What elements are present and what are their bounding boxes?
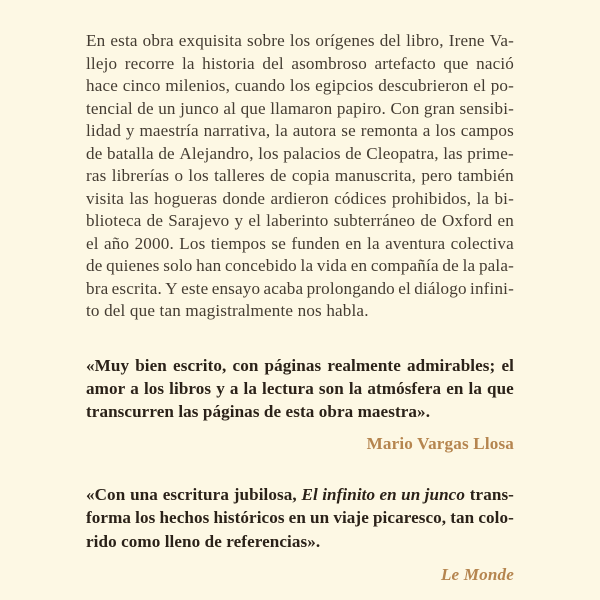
book-blurb-paragraph bbox=[86, 30, 514, 323]
quote-line: amor a los libros y a la lectura son la atmósfera en la que bbox=[86, 378, 514, 398]
spacer bbox=[86, 553, 514, 563]
quote-line: «Muy bien escrito, con páginas realmente admirables; el bbox=[86, 355, 514, 375]
blurb-line: visita las hogueras donde ardieron códices prohibidos, la bi- bbox=[86, 188, 514, 208]
blurb-line: blioteca de Sarajevo y el laberinto subterráneo de Oxford en bbox=[86, 211, 514, 230]
spacer bbox=[86, 423, 514, 432]
quote-line: «Con una escritura jubilosa, El infinito en un junco trans- bbox=[86, 483, 514, 506]
blurb-line: tencial de un junco al que llamaron papiro. Con gran sensibi- bbox=[86, 98, 514, 118]
blurb-line: el año 2000. Los tiempos se funden en la aventura colectiva bbox=[86, 233, 514, 253]
quote-attribution-vargas-llosa: Mario Vargas Llosa bbox=[366, 434, 514, 454]
quote-line: transcurren las páginas de esta obra maestra». bbox=[86, 401, 431, 421]
blurb-line: bra escrita. Y este ensayo acaba prolongando el diálogo infini- bbox=[86, 278, 514, 298]
quote-text-le-monde bbox=[86, 483, 514, 553]
blurb-line: llejo recorre la historia del asombroso artefacto que nació bbox=[86, 53, 514, 73]
blurb-line: lidad y maestría narrativa, la autora se remonta a los campos bbox=[86, 121, 514, 140]
spacer bbox=[86, 323, 514, 354]
blurb-line: de batalla de Alejandro, los palacios de Cleopatra, las prime- bbox=[86, 143, 514, 163]
quote-block-vargas-llosa bbox=[86, 354, 514, 456]
quote-line: forma los hechos históricos en un viaje picaresco, tan colo- bbox=[86, 508, 514, 528]
book-title-italic: El infinito en un junco bbox=[301, 485, 465, 505]
spacer bbox=[86, 455, 514, 483]
blurb-line: to del que tan magistralmente nos habla. bbox=[86, 301, 369, 320]
quote-block-le-monde bbox=[86, 483, 514, 586]
blurb-line: hace cinco milenios, cuando los egipcios descubrieron el po- bbox=[86, 76, 514, 95]
quote-line: rido como lleno de referencias». bbox=[86, 531, 321, 551]
blurb-line: ras librerías o los talleres de copia manuscrita, pero también bbox=[86, 166, 514, 185]
quote-attribution-le-monde: Le Monde bbox=[440, 564, 514, 584]
blurb-line: En esta obra exquisita sobre los orígenes del libro, Irene Va- bbox=[86, 31, 514, 50]
quote-text-vargas-llosa bbox=[86, 354, 514, 424]
blurb-line: de quienes solo han concebido la vida en compañía de la pala- bbox=[86, 256, 514, 275]
text-column bbox=[86, 30, 514, 586]
